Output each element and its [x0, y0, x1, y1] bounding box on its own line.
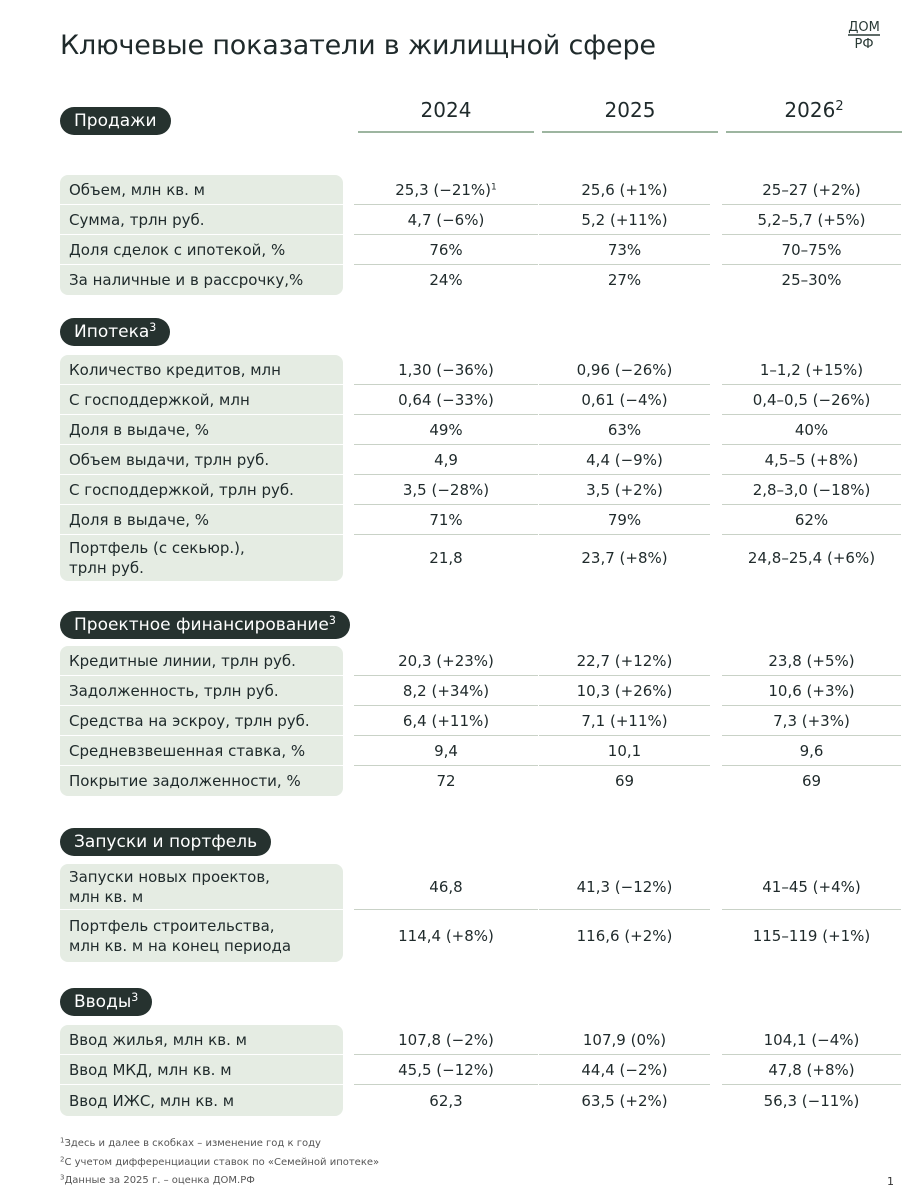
cell-value	[720, 711, 903, 731]
cell-value	[720, 360, 903, 380]
cell-text: 73%	[607, 241, 642, 259]
cell-value	[352, 480, 540, 500]
cell-text: 70–75%	[781, 241, 842, 259]
cell-value	[352, 420, 540, 440]
section-footnote-mark: 3	[149, 320, 157, 334]
cell-value	[720, 480, 903, 500]
cell-text: 40%	[794, 421, 829, 439]
cell-value	[537, 270, 712, 290]
cell-text: 69	[614, 772, 635, 790]
cell-value	[537, 877, 712, 897]
dom-rf-logo	[846, 16, 882, 52]
cell-text: 115–119 (+1%)	[752, 927, 871, 945]
cell-value	[720, 390, 903, 410]
cell-value	[537, 741, 712, 761]
cell-value	[720, 510, 903, 530]
year-underline	[726, 131, 902, 133]
cell-value	[352, 548, 540, 568]
table-row	[0, 415, 919, 445]
cell-value	[720, 1091, 903, 1111]
cell-text: 49%	[429, 421, 463, 439]
logo-bottom: РФ	[854, 37, 874, 52]
cell-text: 41–45 (+4%)	[762, 878, 861, 896]
row-label: С господдержкой, трлн руб.	[69, 481, 294, 499]
table-row	[0, 235, 919, 265]
cell-value	[537, 711, 712, 731]
cell-value	[537, 548, 712, 568]
table-row	[0, 175, 919, 205]
cell-value	[720, 180, 903, 200]
cell-value	[720, 926, 903, 946]
row-label: Ввод жилья, млн кв. м	[69, 1031, 247, 1049]
cell-value	[352, 1091, 540, 1111]
cell-text: 114,4 (+8%)	[398, 927, 494, 945]
cell-text: 2,8–3,0 (−18%)	[752, 481, 871, 499]
cell-value	[352, 450, 540, 470]
cell-text: 56,3 (−11%)	[763, 1091, 860, 1110]
cell-text: 0,61 (−4%)	[581, 391, 668, 409]
section-title: Вводы	[74, 992, 132, 1012]
table-row	[0, 766, 919, 796]
cell-value	[720, 420, 903, 440]
row-label: Средневзвешенная ставка, %	[69, 742, 306, 760]
footnote-mark: 3	[60, 1173, 65, 1182]
cell-text: 24%	[429, 271, 463, 289]
cell-text: 7,3 (+3%)	[773, 712, 850, 730]
cell-text: 10,3 (+26%)	[576, 682, 673, 700]
section-title: Продажи	[74, 111, 157, 131]
table-row	[0, 205, 919, 235]
row-label: Сумма, трлн руб.	[69, 211, 205, 229]
cell-value	[352, 270, 540, 290]
table-row	[0, 505, 919, 535]
cell-value	[537, 926, 712, 946]
cell-text: 8,2 (+34%)	[402, 682, 490, 700]
cell-text: 5,2–5,7 (+5%)	[757, 211, 866, 229]
cell-text: 107,8 (−2%)	[398, 1031, 494, 1049]
section-title: Ипотека	[74, 322, 150, 342]
cell-text: 0,4–0,5 (−26%)	[752, 391, 871, 409]
cell-value	[537, 1060, 712, 1080]
footnote-text: С учетом дифференциации ставок по «Семейной ипотеке»	[64, 1157, 380, 1168]
section-footnote-mark: 3	[131, 990, 139, 1004]
section-header	[60, 828, 271, 856]
cell-text: 23,8 (+5%)	[768, 652, 855, 670]
cell-footnote-mark: 1	[491, 182, 497, 193]
cell-text: 4,9	[434, 451, 458, 469]
cell-text: 9,6	[799, 742, 824, 760]
cell-value	[537, 360, 712, 380]
row-label: Запуски новых проектов, млн кв. м	[69, 868, 270, 906]
cell-value	[352, 360, 540, 380]
cell-text: 4,4 (−9%)	[586, 451, 663, 469]
cell-value	[352, 771, 540, 791]
row-label: С господдержкой, млн	[69, 391, 250, 409]
cell-text: 69	[801, 772, 822, 790]
cell-value	[352, 1030, 540, 1050]
cell-text: 9,4	[434, 742, 458, 760]
footnote-text: Данные за 2025 г. – оценка ДОМ.РФ	[64, 1175, 255, 1186]
cell-text: 44,4 (−2%)	[581, 1061, 668, 1079]
footnote	[60, 1138, 321, 1149]
cell-value	[352, 741, 540, 761]
cell-value	[537, 651, 712, 671]
section-header	[60, 988, 152, 1016]
cell-text: 10,1	[607, 742, 642, 760]
cell-text: 22,7 (+12%)	[576, 652, 673, 670]
section-header	[60, 611, 350, 639]
table-row	[0, 385, 919, 415]
cell-value	[720, 240, 903, 260]
row-label: Кредитные линии, трлн руб.	[69, 652, 296, 670]
cell-text: 25,3 (−21%)	[395, 181, 492, 199]
cell-text: 1–1,2 (+15%)	[759, 361, 864, 379]
page-title: Ключевые показатели в жилищной сфере	[60, 30, 656, 61]
cell-value	[720, 1030, 903, 1050]
cell-value	[352, 180, 540, 200]
table-row	[0, 475, 919, 505]
section-title: Запуски и портфель	[74, 832, 258, 852]
table-row	[0, 445, 919, 475]
cell-text: 72	[436, 772, 456, 790]
cell-value	[352, 926, 540, 946]
cell-value	[537, 240, 712, 260]
row-label: Ввод ИЖС, млн кв. м	[69, 1091, 235, 1110]
cell-text: 25,6 (+1%)	[581, 181, 668, 199]
footnote	[60, 1175, 255, 1186]
cell-text: 47,8 (+8%)	[768, 1061, 855, 1079]
table-row	[0, 1025, 919, 1055]
table-row	[0, 736, 919, 766]
cell-text: 62,3	[429, 1091, 463, 1110]
row-label: За наличные и в рассрочку,%	[69, 271, 304, 289]
cell-text: 107,9 (0%)	[582, 1031, 667, 1049]
cell-value	[720, 877, 903, 897]
cell-text: 4,5–5 (+8%)	[764, 451, 859, 469]
cell-text: 71%	[429, 511, 463, 529]
cell-text: 27%	[607, 271, 642, 289]
table-row	[0, 646, 919, 676]
table-row	[0, 706, 919, 736]
cell-value	[720, 651, 903, 671]
cell-text: 3,5 (−28%)	[402, 481, 490, 499]
cell-text: 25–27 (+2%)	[762, 181, 861, 199]
cell-text: 0,64 (−33%)	[398, 391, 494, 409]
cell-value	[352, 240, 540, 260]
row-label: Объем, млн кв. м	[69, 181, 205, 199]
year-col-2026: 2026$^2$	[784, 98, 844, 122]
cell-text: 4,7 (−6%)	[407, 211, 485, 229]
cell-text: 62%	[794, 511, 829, 529]
cell-text: 46,8	[429, 878, 463, 896]
cell-value	[537, 1091, 712, 1111]
footnote-mark: 1	[60, 1136, 65, 1145]
table-row	[0, 910, 919, 962]
table-row	[0, 535, 919, 581]
cell-text: 20,3 (+23%)	[398, 652, 494, 670]
cell-text: 0,96 (−26%)	[576, 361, 673, 379]
cell-text: 116,6 (+2%)	[576, 927, 673, 945]
cell-value	[352, 210, 540, 230]
cell-value	[352, 651, 540, 671]
cell-text: 63%	[607, 421, 642, 439]
cell-value	[352, 877, 540, 897]
cell-value	[537, 180, 712, 200]
row-label: Портфель строительства, млн кв. м на конец периода	[69, 917, 292, 955]
cell-text: 6,4 (+11%)	[402, 712, 490, 730]
cell-text: 76%	[429, 241, 463, 259]
cell-text: 1,30 (−36%)	[398, 361, 494, 379]
row-label: Доля в выдаче, %	[69, 511, 210, 529]
cell-value	[720, 771, 903, 791]
cell-value	[720, 681, 903, 701]
row-label: Ввод МКД, млн кв. м	[69, 1061, 232, 1079]
row-label: Доля в выдаче, %	[69, 421, 210, 439]
table-row	[0, 355, 919, 385]
cell-text: 5,2 (+11%)	[581, 211, 668, 229]
cell-text: 25–30%	[781, 271, 842, 289]
cell-value	[720, 450, 903, 470]
cell-value	[537, 480, 712, 500]
cell-text: 45,5 (−12%)	[398, 1061, 494, 1079]
cell-value	[537, 450, 712, 470]
cell-text: 10,6 (+3%)	[768, 682, 855, 700]
year-underline	[542, 131, 718, 133]
row-label: Объем выдачи, трлн руб.	[69, 451, 270, 469]
cell-value	[352, 390, 540, 410]
cell-text: 3,5 (+2%)	[586, 481, 663, 499]
year-col-2025: 2025	[604, 98, 656, 122]
section-footnote-mark: 3	[328, 613, 336, 627]
row-label: Задолженность, трлн руб.	[69, 682, 279, 700]
cell-value	[720, 210, 903, 230]
cell-value	[720, 270, 903, 290]
cell-text: 7,1 (+11%)	[581, 712, 668, 730]
cell-value	[537, 510, 712, 530]
footnote-mark: 2	[60, 1155, 65, 1164]
row-label: Средства на эскроу, трлн руб.	[69, 712, 310, 730]
year-col-2024: 2024	[420, 98, 472, 122]
table-row	[0, 1055, 919, 1085]
cell-value	[352, 1060, 540, 1080]
cell-value	[352, 681, 540, 701]
year-underline	[358, 131, 534, 133]
cell-text: 63,5 (+2%)	[581, 1091, 668, 1110]
cell-value	[537, 420, 712, 440]
section-header	[60, 318, 170, 346]
cell-text: 79%	[607, 511, 642, 529]
cell-value	[537, 390, 712, 410]
section-header	[60, 107, 171, 135]
cell-value	[537, 681, 712, 701]
row-label: Доля сделок с ипотекой, %	[69, 241, 286, 259]
footnote	[60, 1157, 379, 1168]
table-row	[0, 1085, 919, 1116]
row-label: Покрытие задолженности, %	[69, 772, 301, 790]
section-title: Проектное финансирование	[74, 615, 329, 635]
row-label: Портфель (с секьюр.), трлн руб.	[69, 539, 245, 577]
footnote-text: Здесь и далее в скобках – изменение год к году	[64, 1138, 321, 1149]
table-row	[0, 265, 919, 295]
cell-value	[537, 1030, 712, 1050]
cell-text: 104,1 (−4%)	[763, 1031, 860, 1049]
cell-value	[720, 741, 903, 761]
row-label: Количество кредитов, млн	[69, 361, 281, 379]
cell-value	[720, 548, 903, 568]
table-row	[0, 676, 919, 706]
cell-value	[537, 210, 712, 230]
cell-text: 41,3 (−12%)	[576, 878, 673, 896]
page-number: 1	[887, 1175, 894, 1188]
cell-text: 24,8–25,4 (+6%)	[747, 549, 876, 567]
logo-top: ДОМ	[848, 20, 880, 35]
cell-value	[537, 771, 712, 791]
cell-value	[352, 711, 540, 731]
cell-value	[352, 510, 540, 530]
table-row	[0, 864, 919, 910]
cell-text: 21,8	[429, 549, 463, 567]
cell-text: 23,7 (+8%)	[581, 549, 668, 567]
cell-value	[720, 1060, 903, 1080]
